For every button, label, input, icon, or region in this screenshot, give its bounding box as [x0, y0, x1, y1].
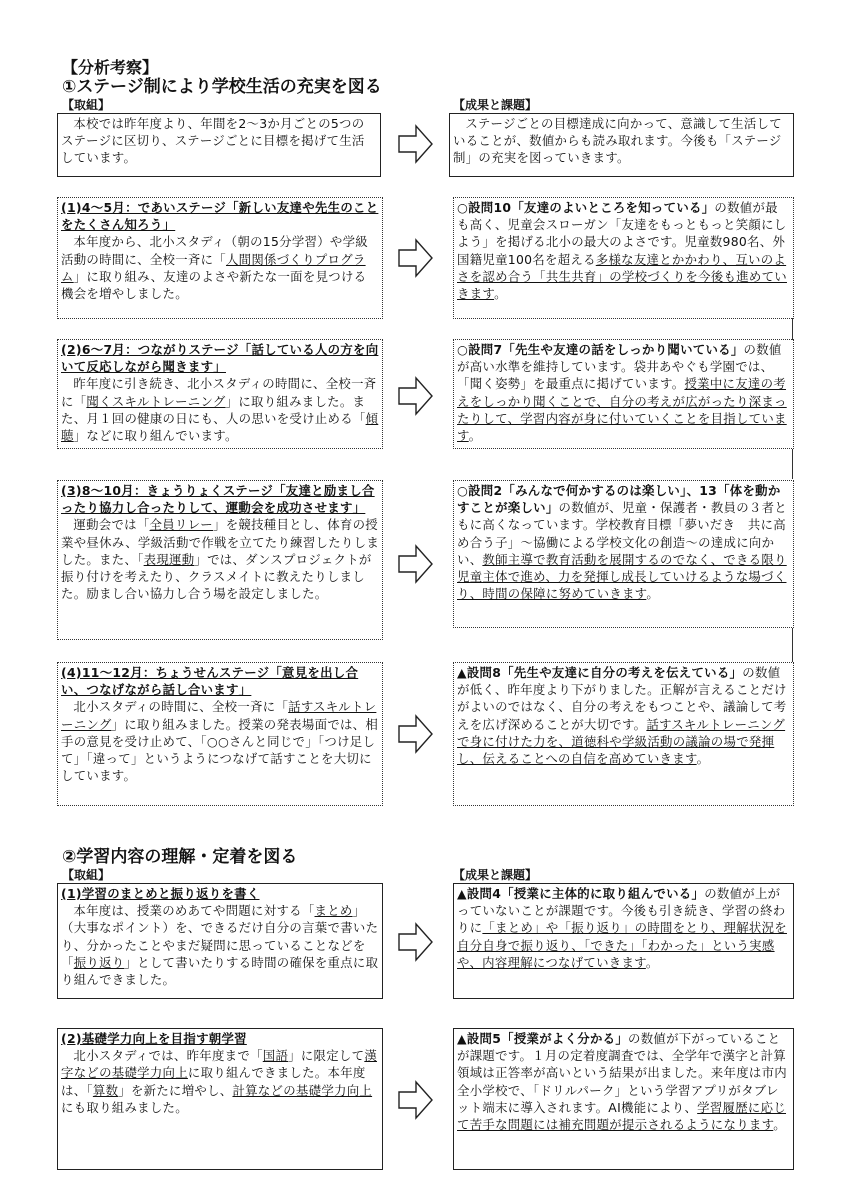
stage1-result: ○設問10「友達のよいところを知っている」の数値が最も高く、児童会スローガン「友達をもっともっと笑顔にしよう」を掲げる北小の最大のよさです。児童数980名、外国籍児童100名を超える多様な友達とかかわり、互いのよさを認め合う「共生共育」の学校づくりを今後も進めていきます。: [457, 200, 787, 302]
stage1-title: (1)4～5月：であいステージ「新しい友達や先生のことをたくさん知ろう」: [61, 200, 379, 233]
right-arrow-icon: [398, 124, 434, 164]
stage4-result: ▲設問8「先生や友達に自分の考えを伝えている」の数値が低く、昨年度より下がりました。正解が言えることだけがよいのではなく、自分の考えをもつことや、議論して考えを広げ深めることが大切です。話すスキルトレーニングで身に付けた力を、道徳科や学級活動の議論の場で発揮し、伝えることへの自信を高めていきます。: [457, 665, 787, 767]
right-arrow-icon: [398, 714, 434, 754]
section1-heading: ①ステージ制により学校生活の充実を図る: [62, 77, 382, 97]
right-arrow-icon: [398, 1080, 434, 1120]
stage2-result: ○設問7「先生や友達の話をしっかり聞いている」の数値が高い水準を維持しています。袋井あやぐも学園では、「聞く姿勢」を最重点に掲げています。授業中に友達の考えをしっかり聞くことで、自分の考えが広がったり深まったりして、学習内容が身に付いていくことを目指しています。: [457, 342, 787, 444]
stage2-left-box: [57, 339, 383, 449]
seika-label: 【成果と課題】: [453, 98, 538, 112]
section2-heading: ②学習内容の理解・定着を図る: [62, 847, 298, 867]
stage2-title: (2)6～7月：つながりステージ「話している人の方を向いて反応しながら聞きます」: [61, 342, 379, 375]
stage4-right-box: [453, 662, 794, 806]
stage4-body: 北小スタディの時間に、全校一斉に「話すスキルトレーニング」に取り組みました。授業の発表場面では、相手の意見を受け止めて、「○○さんと同じで」「つけ足して」「違って」というようにつなげて話すことを大切にしています。: [61, 699, 379, 784]
stage4-title: (4)11～12月：ちょうせんステージ「意見を出し合い、つなげながら話し合います」: [61, 665, 359, 698]
learning2-body: 北小スタディでは、昨年度まで「国語」に限定して漢字などの基礎学力向上に取り組んできました。本年度は、「算数」を新たに増やし、計算などの基礎学力向上にも取り組みました。: [61, 1048, 378, 1115]
intro-left-text: 本校では昨年度より、年間を2～3か月ごとの5つのステージに区切り、ステージごとに目標を掲げて生活しています。: [61, 116, 365, 166]
seika-label-2: 【成果と課題】: [453, 868, 538, 882]
connector-line: [792, 449, 793, 479]
intro-right-box: [449, 113, 794, 177]
stage2-body: 昨年度に引き続き、北小スタディの時間に、全校一斉に「聞くスキルトレーニング」に取り組みました。また、月１回の健康の日にも、人の思いを受け止める「傾聴」などに取り組んでいます。: [61, 376, 379, 444]
stage1-right-box: [453, 197, 794, 319]
intro-left-box: [57, 113, 381, 177]
learning2-left-box: [57, 1028, 383, 1170]
learning1-result: ▲設問4「授業に主体的に取り組んでいる」の数値が上がっていないことが課題です。今後も引き続き、学習の終わりに「まとめ」や「振り返り」の時間をとり、理解状況を自分自身で振り返り、「できた」「わかった」という実感や、内容理解につなげていきます。: [457, 886, 787, 970]
stage3-body: 運動会では「全員リレー」を競技種目とし、体育の授業や昼休み、学級活動で作戦を立てたり練習したりしました。また、「表現運動」では、ダンスプロジェクトが振り付けを考えたり、クラスメイトに教えたりしました。励まし合い協力し合う場を設定しました。: [61, 517, 380, 602]
learning1-left-box: [57, 883, 383, 999]
right-arrow-icon: [398, 544, 434, 584]
stage3-right-box: [453, 480, 794, 628]
stage3-result: ○設問2「みんなで何かするのは楽しい」、13「体を動かすことが楽しい」の数値が、児童・保護者・教員の３者ともに高くなっています。学校教育目標「夢いだき 共に高め合う子」～協働による学校文化の創造～の達成に向かい、教師主導で教育活動を展開するのでなく、できる限り児童主体で進め、力を発揮し成長していけるような場づくり、時間の保障に努めていきます。: [457, 483, 787, 602]
connector-line: [792, 318, 793, 340]
stage4-left-box: [57, 662, 383, 806]
stage2-right-box: [453, 339, 794, 449]
stage1-left-box: [57, 197, 383, 319]
stage1-body: 本年度から、北小スタディ（朝の15分学習）や学級活動の時間に、全校一斉に「人間関係づくりプログラム」に取り組み、友達のよさや新たな一面を見つける機会を増やしました。: [61, 234, 368, 302]
main-heading: 【分析考察】: [62, 58, 159, 77]
learning1-body: 本年度は、授業のめあてや問題に対する「まとめ」（大事なポイント）を、できるだけ自分の言葉で書いたり、分かったことやまだ疑問に思っていることなどを「振り返り」として書いたりする時間の確保を重点に取り組んできました。: [61, 903, 379, 988]
learning1-right-box: [453, 883, 794, 999]
stage3-left-box: [57, 480, 383, 640]
learning2-right-box: [453, 1028, 794, 1170]
connector-line: [792, 628, 793, 662]
stage3-title: (3)8～10月：きょうりょくステージ「友達と励まし合ったり協力し合ったりして、運動会を成功させます」: [61, 483, 375, 516]
right-arrow-icon: [398, 238, 434, 278]
torikumi-label-2: 【取組】: [62, 868, 111, 882]
right-arrow-icon: [398, 376, 434, 416]
learning2-title: (2)基礎学力向上を目指す朝学習: [61, 1031, 247, 1046]
right-arrow-icon: [398, 922, 434, 962]
learning1-title: (1)学習のまとめと振り返りを書く: [61, 886, 260, 901]
intro-right-text: ステージごとの目標達成に向かって、意識して生活していることが、数値からも読み取れます。今後も「ステージ制」の充実を図っていきます。: [453, 116, 782, 166]
learning2-result: ▲設問5「授業がよく分かる」の数値が下がっていることが課題です。１月の定着度調査では、全学年で漢字と計算領域は正答率が高いという結果が出ました。来年度は市内全小学校で、「ドリルパーク」という学習アプリがタブレット端末に導入されます。AI機能により、学習履歴に応じて苦手な問題には補充問題が提示されるようになります。: [457, 1031, 787, 1133]
torikumi-label: 【取組】: [62, 98, 111, 112]
